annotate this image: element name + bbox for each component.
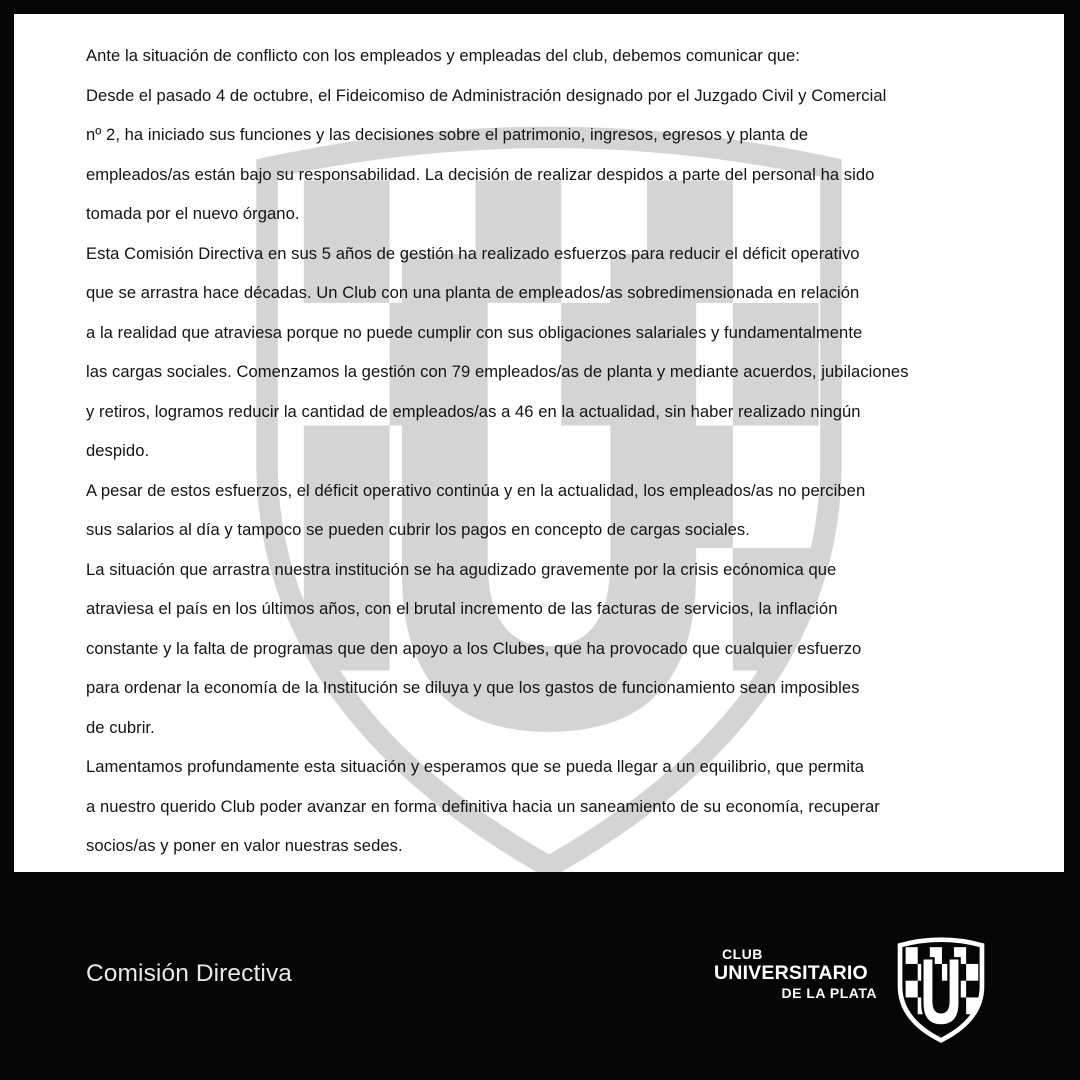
brand-sub-label: DE LA PLATA [781, 985, 877, 1001]
club-wordmark [708, 946, 883, 1002]
statement-line: Ante la situación de conflicto con los empleados y empleadas del club, debemos comunicar que: [86, 46, 800, 65]
club-brand [708, 936, 998, 1036]
statement-line: a nuestro querido Club poder avanzar en forma definitiva hacia un saneamiento de su economía, recuperar [86, 796, 880, 816]
statement-line: sus salarios al día y tampoco se pueden cubrir los pagos en concepto de cargas sociales. [86, 520, 750, 539]
statement-line: tomada por el nuevo órgano. [86, 204, 300, 223]
statement-line: las cargas sociales. Comenzamos la gestión con 79 empleados/as de planta y mediante acuerdos, jubilaciones [86, 362, 909, 381]
statement-body [86, 36, 1046, 866]
signature-label: Comisión Directiva [86, 960, 293, 987]
statement-line: Esta Comisión Directiva en sus 5 años de gestión ha realizado esfuerzos para reducir el déficit operativo [86, 243, 860, 263]
statement-line: atraviesa el país en los últimos años, con el brutal incremento de las facturas de servicios, la inflación [86, 599, 838, 618]
brand-name-label: UNIVERSITARIO [714, 962, 868, 984]
statement-line: para ordenar la economía de la Institución se diluya y que los gastos de funcionamiento sean imposibles [86, 678, 860, 697]
statement-line: a la realidad que atraviesa porque no puede cumplir con sus obligaciones salariales y fundamentalmente [86, 322, 863, 342]
statement-line: La situación que arrastra nuestra institución se ha agudizado gravemente por la crisis ecónomica que [86, 559, 837, 579]
brand-club-label: CLUB [722, 946, 763, 962]
footer-bar [0, 872, 1080, 1080]
club-crest-shield-icon [894, 936, 988, 1044]
statement-line: Lamentamos profundamente esta situación y esperamos que se pueda llegar a un equilibrio, que permita [86, 757, 865, 776]
statement-line: Desde el pasado 4 de octubre, el Fideicomiso de Administración designado por el Juzgado Civil y Comercial [86, 85, 887, 105]
statement-paper [14, 14, 1064, 872]
statement-line: A pesar de estos esfuerzos, el déficit operativo continúa y en la actualidad, los empleados/as no perciben [86, 480, 866, 500]
statement-line: que se arrastra hace décadas. Un Club con una planta de empleados/as sobredimensionada en relación [86, 283, 860, 302]
statement-line: empleados/as están bajo su responsabilidad. La decisión de realizar despidos a parte del personal ha sido [86, 164, 875, 184]
statement-line: despido. [86, 441, 150, 460]
statement-line: y retiros, logramos reducir la cantidad de empleados/as a 46 en la actualidad, sin haber realizado ningún [86, 401, 861, 421]
statement-line: socios/as y poner en valor nuestras sedes. [86, 836, 403, 855]
statement-line: nº 2, ha iniciado sus funciones y las decisiones sobre el patrimonio, ingresos, egresos y planta de [86, 125, 809, 144]
statement-line: de cubrir. [86, 717, 155, 737]
statement-line: constante y la falta de programas que den apoyo a los Clubes, que ha provocado que cualquier esfuerzo [86, 638, 862, 658]
